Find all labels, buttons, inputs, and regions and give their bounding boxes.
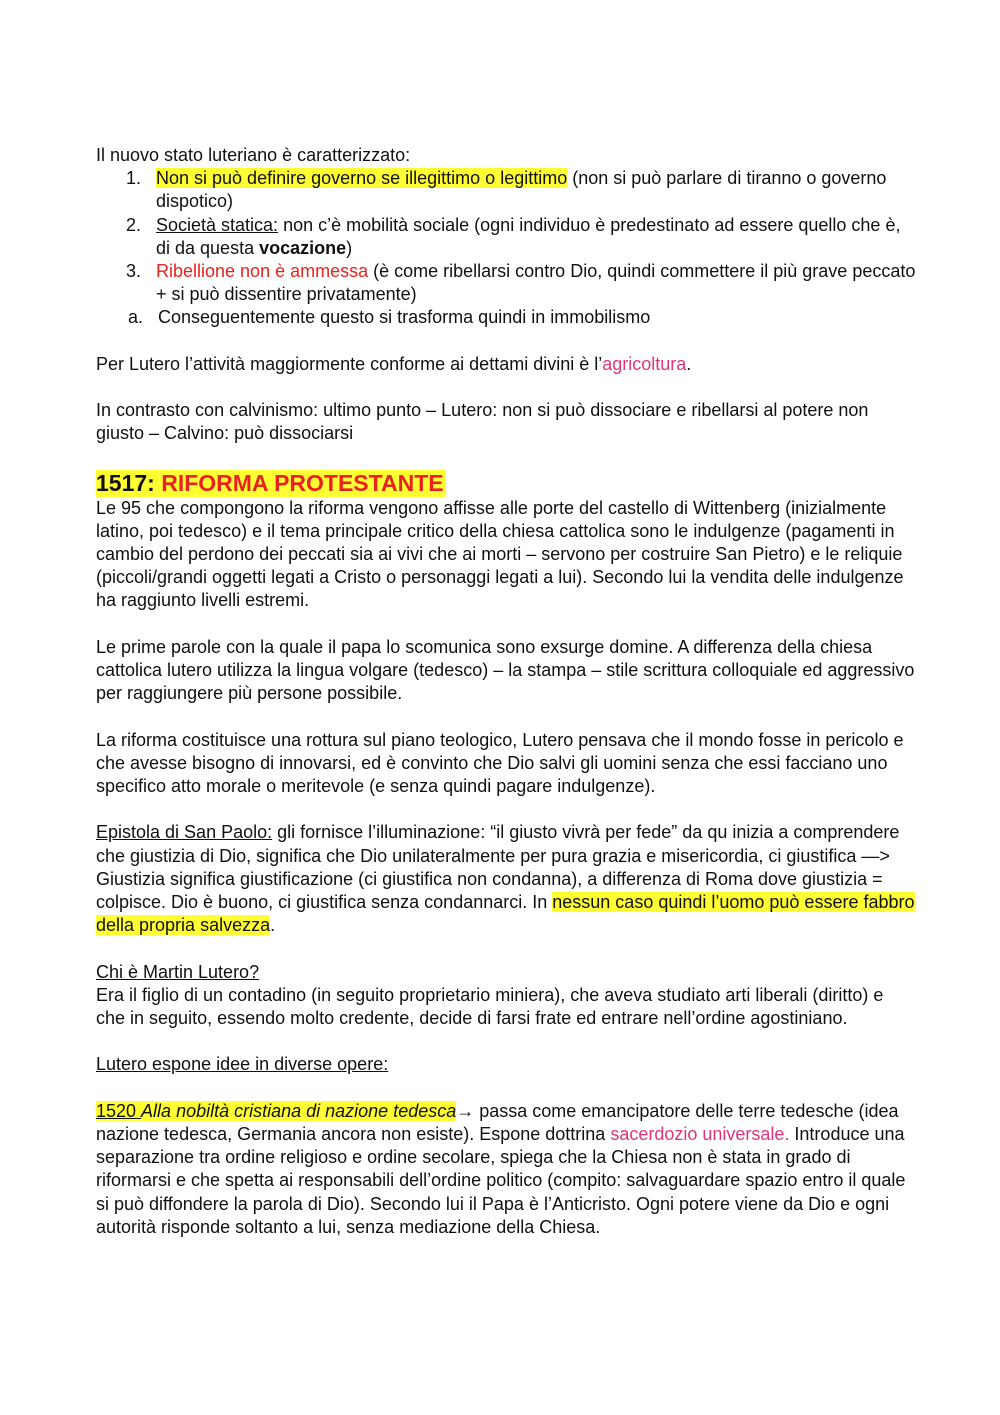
contrast-paragraph: In contrasto con calvinismo: ultimo punto – Lutero: non si può dissociare e ribellarsi al potere non giusto – Calvino: può dissociarsi [96,400,869,444]
sub-list-item [96,306,916,329]
arrow-icon: → [456,1100,475,1121]
paragraph-text: gli fornisce l’illuminazione: “il giusto vivrà per fede” da qu inizia a comprendere che giustizia di Dio, significa che Dio unilateralmente per pura grazia e misericordia, ci giustifica —> Giustizia significa giustificazione (ci giustifica non condanna), a differenza di Roma dove giustizia = colpisce. Dio è buono, ci giustifica senza condannarci. In [96,822,900,913]
highlighted-text: Non si può definire governo se illegittimo o legittimo [156,168,568,189]
document-body [96,144,916,1239]
list-marker: 3. [126,261,142,282]
chi-answer: Era il figlio di un contadino (in seguito proprietario miniera), che aveva studiato arti liberali (diritto) e che in seguito, essendo molto credente, decide di farsi frate ed entrare nell’ordine agostiniano. [96,984,884,1029]
opere-label: Lutero espone idee in diverse opere: [96,1054,389,1075]
list-marker: 2. [126,214,142,235]
sub-list-marker: a. [128,307,144,328]
intro-line: Il nuovo stato luteriano è caratterizzato: [96,145,411,165]
list-item-text: (non si può parlare di tiranno o governo dispotico) [156,168,887,212]
opera-1520-paragraph [96,1100,916,1239]
exsurge-paragraph: Le prime parole con la quale il papa lo scomunica sono exsurge domine. A differenza della chiesa cattolica lutero utilizza la lingua volgare (tedesco) – la stampa – stile scrittura colloquiale ed aggressivo per raggiungere più persone possibile. [96,636,915,704]
list-marker: 1. [126,168,142,189]
red-text: Ribellione non è ammessa [156,261,369,282]
list-item [96,167,916,213]
paragraph-text: passa come emancipatore delle terre tedesche (idea nazione tedesca, Germania ancora non esiste). Espone dottrina [96,1100,899,1144]
lutero-activity-paragraph [96,353,916,376]
heading-year: 1517: [96,469,162,496]
underlined-text: Società statica: [156,214,279,235]
rottura-paragraph: La riforma costituisce una rottura sul piano teologico, Lutero pensava che il mondo fosse in pericolo e che avesse bisogno di innovarsi, ed è convinto che Dio salvi gli uomini senza che essi facciano uno specifico atto morale o meritevole (e senza quindi pagare indulgenze). [96,729,904,797]
pink-text: agricoltura [602,353,687,374]
list-item [96,260,916,330]
highlighted-text: nessun caso quindi l’uomo può essere fabbro della propria salvezza [96,892,915,936]
underlined-text: Epistola di San Paolo: [96,822,273,843]
list-item [96,214,916,260]
highlighted-year: 1520 [96,1100,142,1121]
section-heading [96,470,446,497]
list-item-end: ) [346,237,353,258]
paragraph-text: . [686,353,692,374]
list-item-text: non c’è mobilità sociale (ogni individuo è predestinato ad essere quello che è, di da questa [156,214,901,258]
paragraph-text: Introduce una separazione tra ordine religioso e ordine secolare, spiega che la Chiesa non è stata in grado di riformarsi e che spetta ai responsabili dell’ordine politico (compito: salvaguardare spazio entro il quale si può diffondere la parola di Dio). Secondo lui il Papa è l’Anticristo. Ogni potere viene da Dio e ogni autorità risponde soltanto a lui, senza mediazione della Chiesa. [96,1124,906,1237]
sub-list-text: Conseguentemente questo si trasforma quindi in immobilismo [158,307,651,328]
highlighted-title: Alla nobiltà cristiana di nazione tedesca [141,1100,457,1121]
characteristics-list [96,167,916,329]
paragraph-text: . [270,915,276,936]
heading-title: RIFORMA PROTESTANTE [161,469,444,496]
chi-question: Chi è Martin Lutero? [96,961,260,982]
epistola-paragraph [96,821,916,937]
theses-paragraph: Le 95 che compongono la riforma vengono affisse alle porte del castello di Wittenberg (inizialmente latino, poi tedesco) e il tema principale critico della chiesa cattolica sono le indulgenze (pagamenti in cambio del perdono dei peccati sia ai vivi che ai morti – servono per costruire San Pietro) e le reliquie (piccoli/grandi oggetti legati a Cristo o personaggi legati a lui). Secondo lui la vendita delle indulgenze ha raggiunto livelli estremi. [96,497,904,611]
pink-text: sacerdozio universale. [610,1124,790,1144]
list-item-text: (è come ribellarsi contro Dio, quindi commettere il più grave peccato + si può dissentire privatamente) [156,261,916,305]
sub-list [96,306,916,329]
bold-text: vocazione [259,237,347,258]
paragraph-text: Per Lutero l’attività maggiormente conforme ai dettami divini è l’ [96,353,603,374]
